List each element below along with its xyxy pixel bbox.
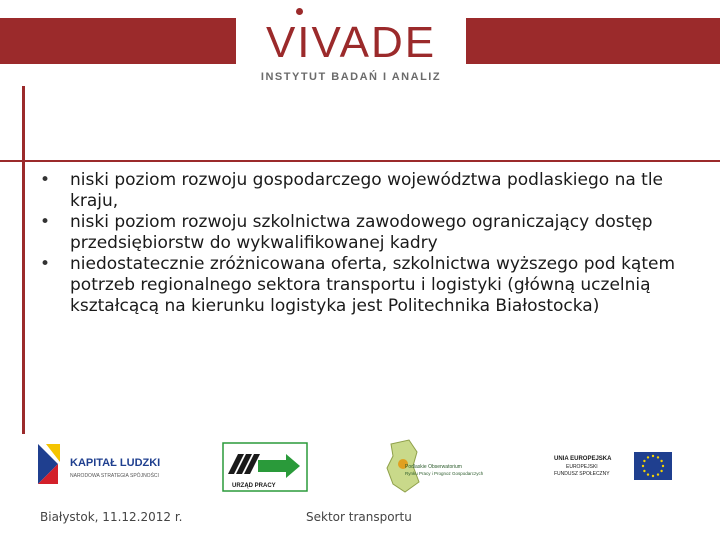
podlaskie-line2: Rynku Pracy i Prognoz Gospodarczych xyxy=(405,471,484,476)
bullet-list xyxy=(40,170,700,317)
bullet-item: • niski poziom rozwoju szkolnictwa zawodowego ograniczający dostęp przedsiębiorstw do wykwalifikowanej kadry xyxy=(40,212,700,254)
vivade-logo xyxy=(236,0,466,92)
kapital-ludzki-subtitle: NARODOWA STRATEGIA SPÓJNOŚCI xyxy=(70,473,159,479)
logo-dot-icon xyxy=(296,8,303,15)
urzad-pracy-logo xyxy=(222,442,308,492)
eu-line2: EUROPEJSKI xyxy=(566,464,598,470)
vertical-divider xyxy=(22,86,25,434)
eu-line1: UNIA EUROPEJSKA xyxy=(554,456,612,462)
podlaskie-observatory-logo xyxy=(383,438,503,494)
horizontal-divider xyxy=(0,160,720,162)
logo-wordmark: VIVADE xyxy=(265,18,437,67)
kapital-ludzki-logo xyxy=(36,440,186,490)
partner-logos xyxy=(0,436,720,496)
footer-date: Białystok, 11.12.2012 r. xyxy=(40,510,183,524)
eu-esf-logo xyxy=(540,440,680,490)
footer-title: Sektor transportu xyxy=(306,510,412,524)
kapital-ludzki-title: KAPITAŁ LUDZKI xyxy=(70,457,161,469)
bullet-item: • niski poziom rozwoju gospodarczego województwa podlaskiego na tle kraju, xyxy=(40,170,700,212)
urzad-pracy-label: URZĄD PRACY xyxy=(232,483,276,489)
podlaskie-line1: Podlaskie Obserwatorium xyxy=(405,464,462,470)
bullet-item: • niedostatecznie zróżnicowana oferta, szkolnictwa wyższego pod kątem potrzeb regionalnego sektora transportu i logistyki (główną uczelnią kształcącą na kierunku logistyka jest Politechnika Białostocka) xyxy=(40,254,700,317)
logo-subtitle: INSTYTUT BADAŃ I ANALIZ xyxy=(260,71,442,83)
eu-line3: FUNDUSZ SPOŁECZNY xyxy=(554,471,610,477)
